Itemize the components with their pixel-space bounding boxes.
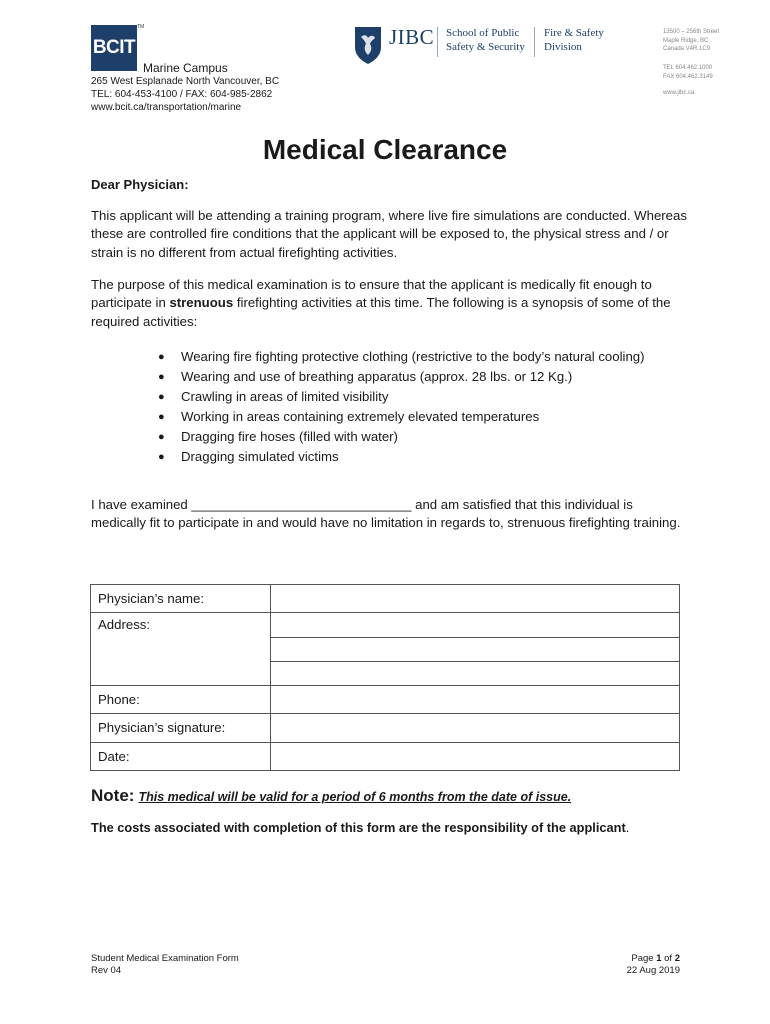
physician-name-field[interactable] <box>270 585 679 613</box>
footer-right <box>627 953 680 977</box>
jibc-contact <box>663 64 713 81</box>
activity-text: Wearing fire fighting protective clothing (restrictive to the body’s natural cooling) <box>181 349 645 364</box>
signature-field[interactable] <box>270 714 679 743</box>
list-item <box>158 447 645 467</box>
form-revision: Rev 04 <box>91 965 122 976</box>
activity-text: Dragging fire hoses (filled with water) <box>181 429 398 444</box>
jibc-tel: TEL 604.462.1000 <box>663 65 713 71</box>
purpose-paragraph <box>91 276 691 331</box>
activity-text: Working in areas containing extremely elevated temperatures <box>181 409 540 424</box>
note-label: Note: <box>91 786 135 805</box>
address-field-line1[interactable] <box>270 613 679 638</box>
jibc-wordmark: JIBC <box>389 25 435 49</box>
header-divider <box>534 27 535 57</box>
header-divider <box>437 27 438 57</box>
jibc-address <box>663 28 719 54</box>
address-label: Address: <box>91 613 271 686</box>
bcit-logo: BCIT <box>91 25 137 71</box>
campus-address: 265 West Esplanade North Vancouver, BC <box>91 76 280 87</box>
purpose-text: firefighting activities at this time. The following is a synopsis of some of the required activities: <box>91 295 671 329</box>
page-title: Medical Clearance <box>262 134 508 165</box>
salutation: Dear Physician: <box>91 177 189 192</box>
page-of: of <box>661 953 675 964</box>
table-row <box>91 585 680 613</box>
list-item <box>158 347 645 367</box>
bullet-icon: ● <box>158 351 165 363</box>
footer-left <box>91 953 239 977</box>
phone-label: Phone: <box>91 686 271 714</box>
phone-field[interactable] <box>270 686 679 714</box>
table-row <box>91 743 680 771</box>
jibc-fax: FAX 604.462.3149 <box>663 73 713 80</box>
campus-name: Marine Campus <box>143 61 228 75</box>
table-row <box>91 613 680 638</box>
activity-text: Dragging simulated victims <box>181 449 339 464</box>
jibc-school-name <box>446 26 525 54</box>
jibc-school-line2: Safety & Security <box>446 41 525 53</box>
bullet-icon: ● <box>158 371 165 383</box>
validity-note <box>91 786 571 806</box>
form-name: Student Medical Examination Form <box>91 953 239 964</box>
jibc-website: www.jibc.ca <box>663 90 695 96</box>
bullet-icon: ● <box>158 391 165 403</box>
list-item <box>158 407 645 427</box>
form-date: 22 Aug 2019 <box>626 965 680 976</box>
purpose-text: The purpose of this medical examination is to ensure that the applicant is medically fit enough to participate in <box>91 277 652 311</box>
costs-period: . <box>625 820 630 835</box>
jibc-school-line1: School of Public <box>446 27 520 39</box>
jibc-division-name <box>544 26 604 54</box>
bullet-icon: ● <box>158 411 165 423</box>
campus-phone-fax: TEL: 604-453-4100 / FAX: 604-985-2862 <box>91 89 273 100</box>
activity-text: Wearing and use of breathing apparatus (approx. 28 lbs. or 12 Kg.) <box>181 369 573 384</box>
jibc-division-line1: Fire & Safety <box>544 27 604 39</box>
bullet-icon: ● <box>158 451 165 463</box>
list-item <box>158 387 645 407</box>
bullet-icon: ● <box>158 431 165 443</box>
table-row <box>91 714 680 743</box>
list-item <box>158 367 645 387</box>
costs-text: The costs associated with completion of this form are the responsibility of the applicant <box>91 820 626 835</box>
jibc-address-line: Maple Ridge, BC <box>663 37 709 44</box>
list-item <box>158 427 645 447</box>
physician-name-label: Physician’s name: <box>91 585 271 613</box>
date-label: Date: <box>91 743 271 771</box>
activity-text: Crawling in areas of limited visibility <box>181 389 389 404</box>
bcit-trademark: TM <box>137 24 145 30</box>
address-field-line2[interactable] <box>270 638 679 662</box>
jibc-address-line: Canada V4R 1C9 <box>663 46 711 52</box>
costs-statement <box>91 820 629 835</box>
purpose-emphasis: strenuous <box>169 295 234 311</box>
jibc-address-line: 13500 – 256th Street <box>663 29 720 35</box>
intro-paragraph: This applicant will be attending a training program, where live fire simulations are conducted. Whereas these are controlled fire conditions that the applicant will be exposed to, the physical stress and / or strain is no different from actual firefighting activities. <box>91 208 687 260</box>
jibc-division-line2: Division <box>544 41 582 53</box>
note-text: This medical will be valid for a period of 6 months from the date of issue. <box>138 790 572 804</box>
address-field-line3[interactable] <box>270 662 679 686</box>
page-number <box>627 953 680 965</box>
physician-info-table <box>90 584 680 771</box>
page-total: 2 <box>674 953 680 964</box>
page-word: Page <box>631 953 657 964</box>
jibc-shield-icon <box>353 25 383 65</box>
examination-statement: I have examined ______________________________ and am satisfied that this individual is medically fit to participate in and would have no limitation in regards to, strenuous firefighting training. <box>91 497 681 531</box>
signature-label: Physician’s signature: <box>91 714 271 743</box>
page-current: 1 <box>656 953 662 964</box>
activity-list <box>158 347 645 467</box>
table-row <box>91 686 680 714</box>
date-field[interactable] <box>270 743 679 771</box>
campus-website: www.bcit.ca/transportation/marine <box>91 102 242 113</box>
